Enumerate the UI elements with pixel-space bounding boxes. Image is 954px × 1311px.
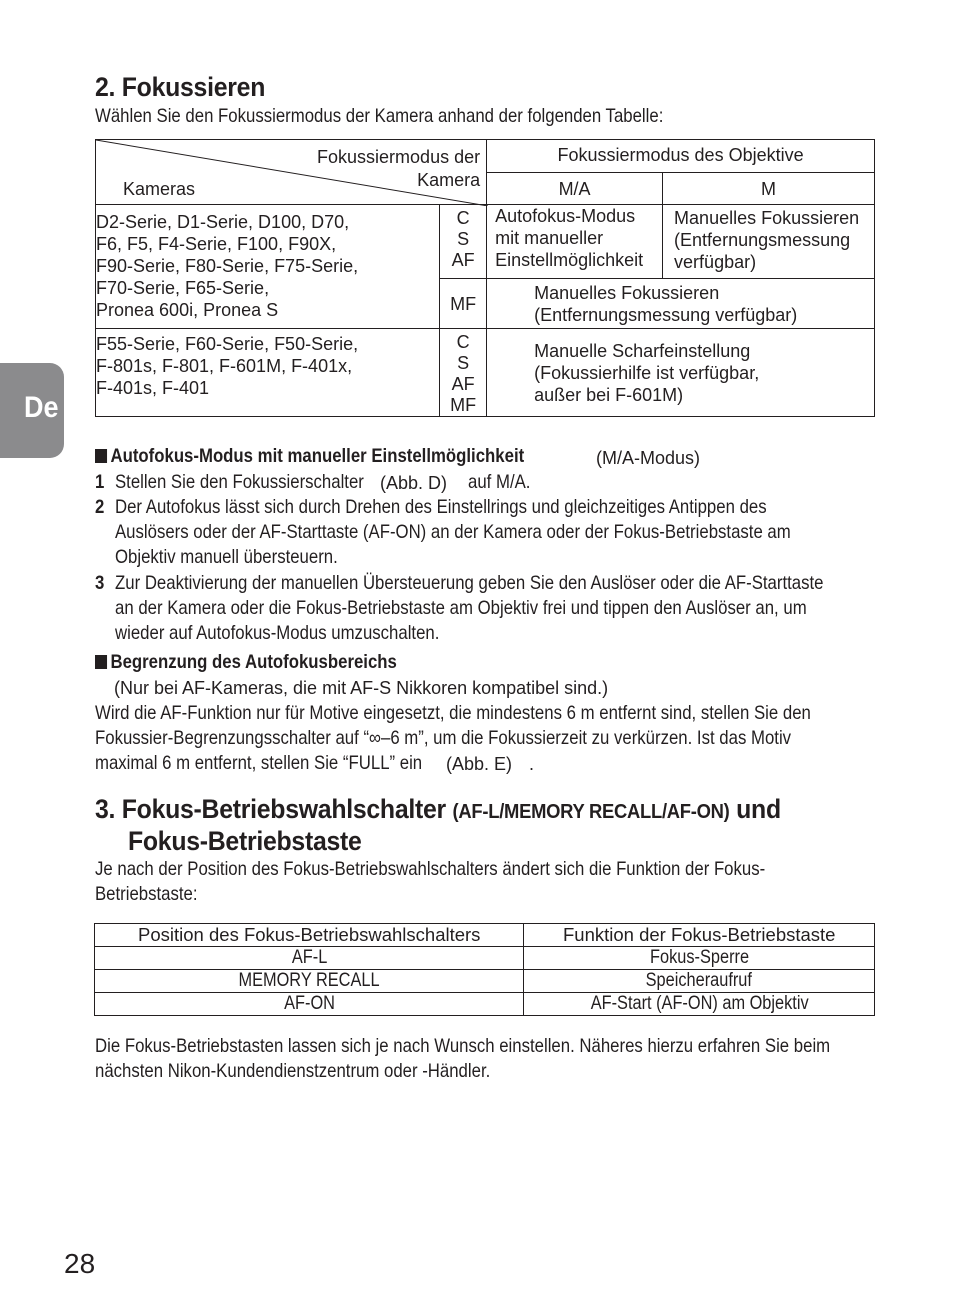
mode-label: S: [457, 353, 470, 373]
row2-camera-line: F55-Serie, F60-Serie, F50-Serie,: [96, 334, 359, 354]
limit-line: Fokussier-Begrenzungsschalter auf “∞–6 m”, um die Fokussierzeit zu verkürzen. Ist das Motiv: [95, 727, 792, 749]
row2-line: außer bei F-601M): [534, 385, 684, 405]
row2-text: [487, 329, 875, 417]
row1b-line: (Entfernungsmessung verfügbar): [534, 305, 798, 325]
corner-bottom-label: Kameras: [123, 179, 196, 199]
row1-camera-line: F6, F5, F4-Serie, F100, F90X,: [96, 234, 337, 254]
language-tab-label: De: [24, 391, 59, 424]
row1-cameras: [96, 205, 440, 329]
footer-line: nächsten Nikon-Kundendienstzentrum oder -Händler.: [95, 1060, 491, 1082]
step-2-line: Auslösers oder der AF-Starttaste (AF-ON) an der Kamera oder der Fokus-Betriebstaste am: [115, 521, 791, 543]
row1-camera-line: F90-Serie, F80-Serie, F75-Serie,: [96, 256, 359, 276]
row1a-ma-cell: [487, 205, 663, 279]
step-number: 2: [95, 496, 105, 518]
limit-line: maximal 6 m entfernt, stellen Sie “FULL” ein: [95, 752, 423, 774]
row2-line: (Fokussierhilfe ist verfügbar,: [534, 363, 760, 383]
row1b-text: [487, 279, 875, 329]
step-3-line: wieder auf Autofokus-Modus umzuschalten.: [115, 622, 440, 644]
ma-line: mit manueller: [495, 228, 604, 248]
footer-line: Die Fokus-Betriebstasten lassen sich je nach Wunsch einstellen. Näheres hierzu erfahren Sie beim: [95, 1035, 831, 1057]
step-number: 1: [95, 471, 105, 493]
col-header-function: Funktion der Fokus-Betriebstaste: [524, 924, 875, 947]
ma-line: Einstellmöglichkeit: [495, 250, 644, 270]
limit-period: .: [529, 754, 535, 774]
table-row: [95, 947, 875, 970]
mode-label: AF: [451, 250, 475, 270]
language-tab: [0, 363, 64, 458]
row1a-modes: [440, 205, 487, 279]
function-cell: AF-Start (AF-ON) am Objektiv: [590, 993, 809, 1014]
col-header-ma: M/A: [487, 172, 663, 205]
function-cell: Speicheraufruf: [646, 970, 753, 991]
ma-heading: [95, 444, 524, 469]
step-2-line: Der Autofokus lässt sich durch Drehen des Einstellrings und gleichzeitiges Antippen des: [115, 496, 767, 518]
corner-top-label: Fokussiermodus der: [317, 147, 481, 167]
m-line: (Entfernungsmessung: [674, 230, 851, 250]
function-cell: Fokus-Sperre: [649, 947, 749, 968]
row1a-m-cell: [663, 205, 875, 279]
mode-label: MF: [450, 395, 477, 415]
section-2-title: 2. Fokussieren: [95, 72, 266, 102]
limit-heading: [95, 650, 397, 675]
focus-mode-table: [95, 139, 875, 417]
section-2-intro: Wählen Sie den Fokussiermodus der Kamera anhand der folgenden Tabelle:: [95, 105, 664, 127]
step-1-text: Stellen Sie den Fokussierschalter: [115, 471, 364, 493]
limit-subheading: (Nur bei AF-Kameras, die mit AF-S Nikkoren kompatibel sind.): [114, 678, 609, 698]
square-bullet-icon: [95, 449, 107, 463]
mode-label: S: [457, 229, 470, 249]
square-bullet-icon: [95, 655, 107, 669]
lens-mode-header: Fokussiermodus des Objektive: [487, 140, 875, 173]
row2-camera-line: F-401s, F-401: [96, 378, 210, 398]
table-row: [95, 993, 875, 1016]
section-3-title: [95, 794, 781, 825]
col-header-position: Position des Fokus-Betriebswahlschalters: [95, 924, 524, 947]
position-cell: AF-L: [291, 947, 327, 968]
section-3-title-main: 3. Fokus-Betriebswahlschalter: [95, 794, 446, 824]
page-number: 28: [64, 1248, 96, 1279]
step-3-line: an der Kamera oder die Fokus-Betriebstaste am Objektiv frei und tippen den Auslöser an, um: [115, 597, 807, 619]
limit-heading-bold: Begrenzung des Autofokusbereichs: [110, 651, 397, 673]
row1b-line: Manuelles Fokussieren: [534, 283, 720, 303]
step-3-line: Zur Deaktivierung der manuellen Übersteuerung geben Sie den Auslöser oder die AF-Starttaste: [115, 572, 824, 594]
switch-function-table: [94, 923, 875, 1016]
corner-top-label-2: Kamera: [417, 170, 481, 190]
mode-label: C: [456, 332, 470, 352]
section-3-title-paren: (AF-L/MEMORY RECALL/AF-ON): [452, 801, 730, 823]
row1-camera-line: Pronea 600i, Pronea S: [96, 300, 279, 320]
section-3-intro-line: Je nach der Position des Fokus-Betriebswahlschalters ändert sich die Funktion der Fokus-: [95, 858, 766, 880]
m-line: verfügbar): [674, 252, 757, 272]
col-header-m: M: [663, 172, 875, 205]
ma-line: Autofokus-Modus: [495, 206, 636, 226]
row2-camera-line: F-801s, F-801, F-601M, F-401x,: [96, 356, 353, 376]
mode-label: C: [456, 208, 470, 228]
row2-cameras: [96, 329, 440, 417]
section-3-title-line-2: Fokus-Betriebstaste: [128, 826, 362, 856]
position-cell: MEMORY RECALL: [238, 970, 380, 991]
section-3-intro-line: Betriebstaste:: [95, 883, 198, 905]
step-1-figure-ref: (Abb. D): [380, 473, 448, 493]
m-line: Manuelles Fokussieren: [674, 208, 860, 228]
table-corner-cell: [96, 140, 487, 205]
step-1-text-end: auf M/A.: [468, 471, 531, 493]
step-2-line: Objektiv manuell übersteuern.: [115, 546, 338, 568]
mode-label: AF: [451, 374, 475, 394]
ma-heading-rest: (M/A-Modus): [596, 448, 701, 468]
limit-line: Wird die AF-Funktion nur für Motive eingesetzt, die mindestens 6 m entfernt sind, stellen Sie den: [95, 702, 811, 724]
step-number: 3: [95, 572, 105, 594]
row2-modes: [440, 329, 487, 417]
row1-camera-line: D2-Serie, D1-Serie, D100, D70,: [96, 212, 350, 232]
ma-heading-bold: Autofokus-Modus mit manueller Einstellmöglichkeit: [110, 445, 525, 467]
row2-line: Manuelle Scharfeinstellung: [534, 341, 751, 361]
position-cell: AF-ON: [283, 993, 335, 1014]
section-3-title-und: und: [736, 794, 781, 824]
row1-camera-line: F70-Serie, F65-Serie,: [96, 278, 270, 298]
row1b-mode: MF: [440, 279, 487, 329]
limit-figure-ref: (Abb. E): [446, 754, 513, 774]
table-row: [95, 970, 875, 993]
